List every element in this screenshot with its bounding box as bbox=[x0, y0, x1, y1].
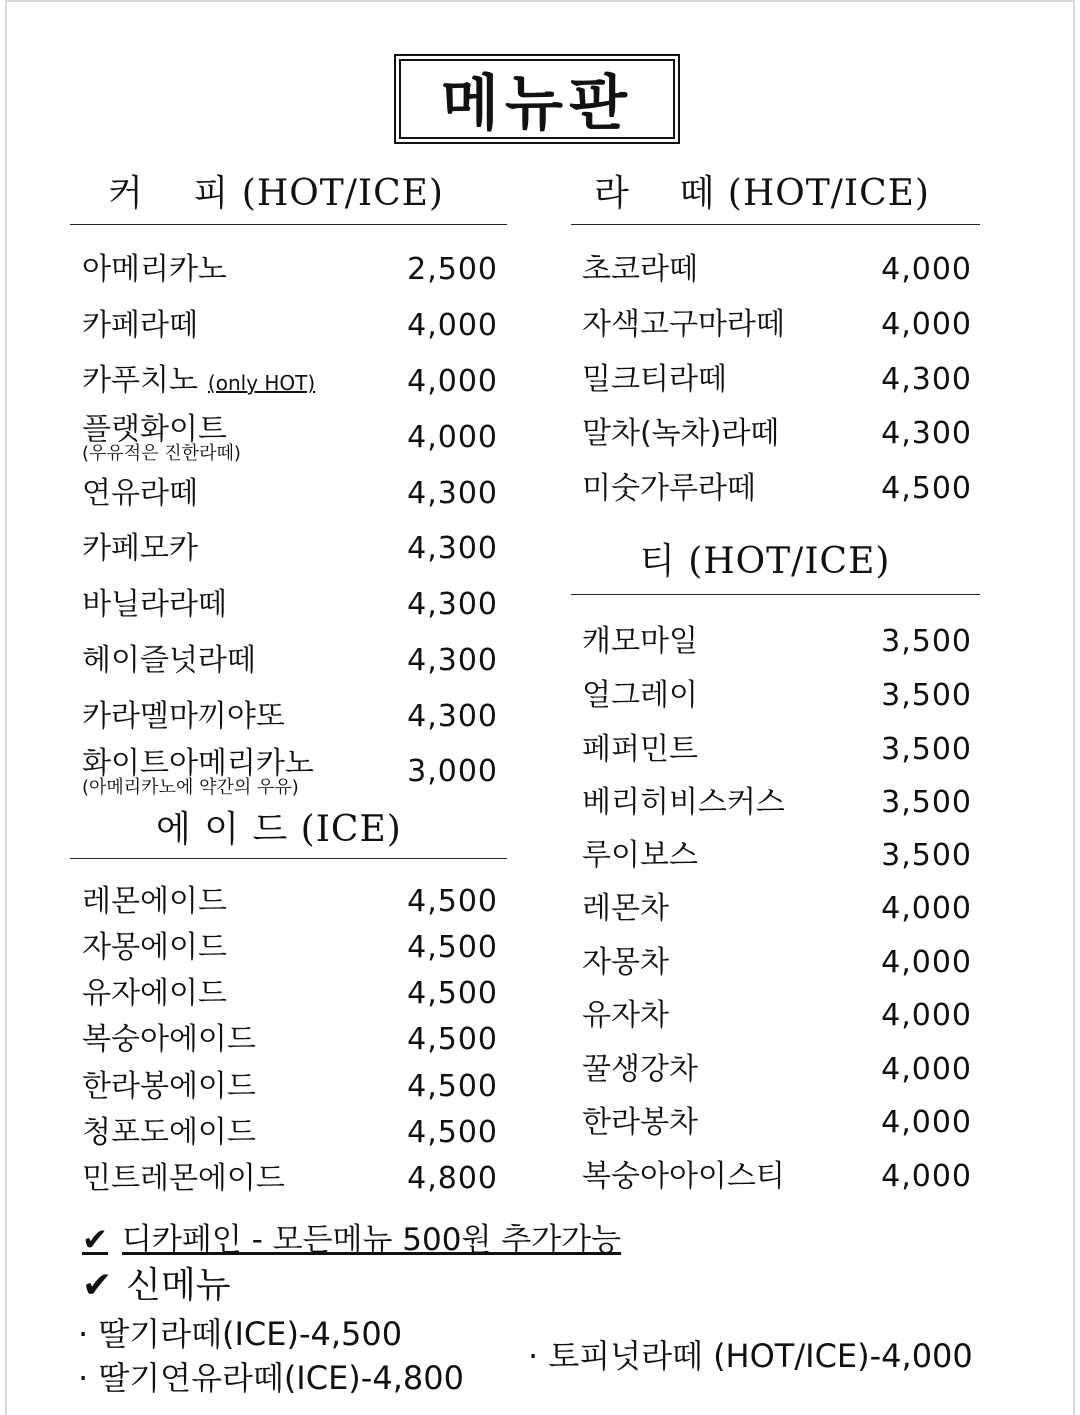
menu-item bbox=[82, 882, 498, 922]
menu-item-name-text: 바닐라라떼 bbox=[82, 587, 227, 622]
menu-item-name-text: 복숭아에이드 bbox=[82, 1022, 256, 1057]
menu-item-price: 3,500 bbox=[881, 678, 972, 713]
menu-item-name bbox=[82, 1159, 285, 1199]
menu-item-name bbox=[582, 469, 756, 509]
menu-item bbox=[582, 622, 972, 662]
menu-item bbox=[82, 928, 498, 968]
menu-item-price: 2,500 bbox=[407, 252, 498, 287]
menu-item-price: 3,500 bbox=[881, 785, 972, 820]
menu-item-name-text: 카푸치노 bbox=[82, 363, 198, 398]
menu-item bbox=[82, 1113, 498, 1153]
menu-item bbox=[82, 474, 498, 514]
menu-item bbox=[582, 305, 972, 345]
menu-item-name bbox=[82, 882, 227, 922]
menu-item-price: 3,500 bbox=[881, 732, 972, 767]
menu-item-name-text: 유자에이드 bbox=[82, 976, 227, 1011]
menu-item-name bbox=[82, 361, 315, 403]
menu-item-name-text: 아메리카노 bbox=[82, 252, 227, 287]
menu-item bbox=[82, 585, 498, 625]
menu-item-name-text: 자몽차 bbox=[582, 945, 669, 980]
menu-item-price: 3,500 bbox=[881, 624, 972, 659]
menu-item-note: (아메리카노에 약간의 우유) bbox=[82, 777, 299, 798]
page-border-top bbox=[6, 0, 1074, 2]
menu-item bbox=[82, 306, 498, 346]
menu-item bbox=[82, 1159, 498, 1199]
menu-item-name bbox=[82, 1020, 256, 1060]
menu-item bbox=[82, 362, 498, 402]
menu-item-name-text: 화이트아메리카노 bbox=[82, 746, 314, 781]
menu-item-price: 4,500 bbox=[881, 471, 972, 506]
new-menu-item: · 딸기라떼(ICE)-4,500 bbox=[78, 1315, 403, 1353]
menu-item-name bbox=[582, 1157, 785, 1197]
menu-item-name bbox=[582, 889, 669, 929]
menu-item-note: (only HOT) bbox=[207, 371, 316, 395]
menu-item bbox=[82, 974, 498, 1014]
menu-item bbox=[582, 943, 972, 983]
menu-item bbox=[582, 889, 972, 929]
menu-title: 메뉴판 bbox=[399, 59, 675, 139]
menu-item-name-text: 유자차 bbox=[582, 998, 669, 1033]
menu-item bbox=[582, 996, 972, 1036]
menu-item-price: 4,300 bbox=[407, 643, 498, 678]
menu-item-name-text: 꿀생강차 bbox=[582, 1052, 698, 1087]
menu-item-name-text: 레몬에이드 bbox=[82, 884, 227, 919]
menu-item-name bbox=[582, 1103, 698, 1143]
menu-item-name-text: 초코라떼 bbox=[582, 252, 698, 287]
menu-item-price: 4,500 bbox=[407, 976, 498, 1011]
menu-item bbox=[582, 469, 972, 509]
latte-heading: 라 떼 (HOT/ICE) bbox=[594, 173, 930, 214]
menu-item bbox=[582, 1103, 972, 1143]
menu-item-name-text: 플랫화이트 bbox=[82, 412, 227, 447]
menu-item-price: 4,500 bbox=[407, 1069, 498, 1104]
menu-item-price: 4,000 bbox=[407, 364, 498, 399]
menu-item-price: 4,300 bbox=[407, 476, 498, 511]
menu-item-price: 4,000 bbox=[881, 1052, 972, 1087]
menu-item-name bbox=[82, 412, 241, 464]
menu-item-name-text: 페퍼민트 bbox=[582, 732, 698, 767]
menu-item-name bbox=[82, 1113, 256, 1153]
tea-heading: 티 (HOT/ICE) bbox=[640, 541, 891, 582]
menu-item-name-text: 카페모카 bbox=[82, 531, 198, 566]
ade-rule bbox=[70, 858, 507, 859]
tea-rule bbox=[571, 594, 980, 595]
menu-item-name bbox=[582, 414, 779, 454]
menu-item-price: 4,500 bbox=[407, 930, 498, 965]
latte-rule bbox=[571, 224, 980, 225]
new-menu-item: · 딸기연유라떼(ICE)-4,800 bbox=[78, 1359, 464, 1397]
menu-item-name-text: 청포도에이드 bbox=[82, 1115, 256, 1150]
new-menu-item: · 토피넛라떼 (HOT/ICE)-4,000 bbox=[528, 1337, 973, 1375]
menu-item-name-text: 밀크티라떼 bbox=[582, 362, 727, 397]
menu-item-price: 4,800 bbox=[407, 1161, 498, 1196]
menu-item bbox=[582, 836, 972, 876]
menu-item-name-text: 카라멜마끼야또 bbox=[82, 699, 285, 734]
menu-item-name bbox=[582, 250, 698, 290]
menu-item-name bbox=[582, 1050, 698, 1090]
menu-item bbox=[82, 1020, 498, 1060]
menu-item-name bbox=[82, 697, 285, 737]
menu-item-name bbox=[82, 974, 227, 1014]
menu-item-name-text: 베리히비스커스 bbox=[582, 785, 785, 820]
menu-item-name-text: 복숭아아이스티 bbox=[582, 1159, 785, 1194]
menu-item bbox=[582, 1050, 972, 1090]
menu-item-name-text: 미숫가루라떼 bbox=[582, 471, 756, 506]
decaf-text: 디카페인 - 모든메뉴 500원 추가가능 bbox=[121, 1222, 622, 1258]
ade-heading: 에 이 드 (ICE) bbox=[156, 809, 402, 850]
menu-item-price: 4,000 bbox=[881, 1105, 972, 1140]
menu-item-name bbox=[82, 641, 256, 681]
menu-item bbox=[582, 783, 972, 823]
menu-item-name-text: 한라봉에이드 bbox=[82, 1069, 256, 1104]
menu-item bbox=[582, 360, 972, 400]
menu-item-name bbox=[582, 676, 698, 716]
menu-item-name-text: 카페라떼 bbox=[82, 308, 198, 343]
menu-item-price: 4,300 bbox=[881, 416, 972, 451]
menu-item-price: 3,000 bbox=[407, 754, 498, 789]
menu-item-name bbox=[582, 943, 669, 983]
menu-item-name bbox=[582, 836, 698, 876]
menu-item bbox=[582, 676, 972, 716]
menu-item-name bbox=[82, 928, 227, 968]
menu-item-name-text: 연유라떼 bbox=[82, 476, 198, 511]
menu-item-name-text: 레몬차 bbox=[582, 891, 669, 926]
menu-item-name bbox=[582, 730, 698, 770]
menu-item-price: 4,300 bbox=[407, 699, 498, 734]
menu-item-note: (우유적은 진한라떼) bbox=[82, 443, 241, 464]
decaf-notice bbox=[82, 1220, 621, 1260]
menu-item-price: 4,000 bbox=[881, 998, 972, 1033]
menu-item bbox=[582, 1157, 972, 1197]
menu-item-price: 4,000 bbox=[881, 891, 972, 926]
check-mark-icon: ✔ bbox=[82, 1222, 108, 1258]
check-mark-icon: ✔ bbox=[82, 1265, 113, 1306]
new-menu-title: 신메뉴 bbox=[126, 1265, 231, 1306]
menu-item bbox=[82, 250, 498, 290]
menu-item-name bbox=[582, 305, 785, 345]
menu-item-name bbox=[82, 746, 314, 798]
menu-item-name bbox=[582, 622, 698, 662]
menu-item-name bbox=[82, 529, 198, 569]
menu-item-name-text: 말차(녹차)라떼 bbox=[582, 416, 780, 451]
menu-item bbox=[82, 1067, 498, 1107]
menu-item-name bbox=[82, 250, 227, 290]
menu-item-price: 4,000 bbox=[881, 945, 972, 980]
menu-item bbox=[82, 697, 498, 737]
menu-item-price: 4,500 bbox=[407, 1115, 498, 1150]
menu-item-name-text: 헤이즐넛라떼 bbox=[82, 643, 256, 678]
menu-item-price: 4,000 bbox=[407, 308, 498, 343]
menu-item-price: 4,000 bbox=[881, 252, 972, 287]
menu-item-name bbox=[82, 1067, 256, 1107]
page-border-right bbox=[1073, 0, 1075, 1415]
menu-item-name-text: 민트레몬에이드 bbox=[82, 1161, 285, 1196]
menu-item-price: 4,300 bbox=[881, 362, 972, 397]
menu-item bbox=[582, 414, 972, 454]
menu-item-name bbox=[582, 783, 785, 823]
menu-item-name-text: 자색고구마라떼 bbox=[582, 307, 785, 342]
menu-item-name-text: 루이보스 bbox=[582, 838, 698, 873]
menu-item-price: 4,000 bbox=[881, 307, 972, 342]
menu-item-name-text: 얼그레이 bbox=[582, 678, 698, 713]
menu-item bbox=[582, 250, 972, 290]
coffee-rule bbox=[70, 224, 507, 225]
menu-item bbox=[82, 412, 498, 464]
menu-item-price: 4,000 bbox=[881, 1159, 972, 1194]
page-border-left bbox=[5, 0, 7, 1415]
menu-item-name bbox=[582, 360, 727, 400]
menu-item-price: 4,000 bbox=[407, 420, 498, 455]
menu-title-box bbox=[394, 54, 680, 144]
menu-item-price: 3,500 bbox=[881, 838, 972, 873]
menu-item-price: 4,300 bbox=[407, 531, 498, 566]
menu-item bbox=[582, 730, 972, 770]
menu-item bbox=[82, 746, 498, 798]
menu-item-name bbox=[82, 474, 198, 514]
menu-item-name bbox=[82, 585, 227, 625]
menu-item-price: 4,300 bbox=[407, 587, 498, 622]
menu-item-price: 4,500 bbox=[407, 1022, 498, 1057]
menu-item-name bbox=[582, 996, 669, 1036]
menu-item-name-text: 자몽에이드 bbox=[82, 930, 227, 965]
coffee-heading: 커 피 (HOT/ICE) bbox=[108, 173, 444, 214]
menu-item-name-text: 캐모마일 bbox=[582, 624, 698, 659]
menu-item bbox=[82, 529, 498, 569]
new-menu-heading bbox=[82, 1266, 231, 1306]
menu-item bbox=[82, 641, 498, 681]
menu-item-name-text: 한라봉차 bbox=[582, 1105, 698, 1140]
menu-item-price: 4,500 bbox=[407, 884, 498, 919]
menu-item-name bbox=[82, 306, 198, 346]
